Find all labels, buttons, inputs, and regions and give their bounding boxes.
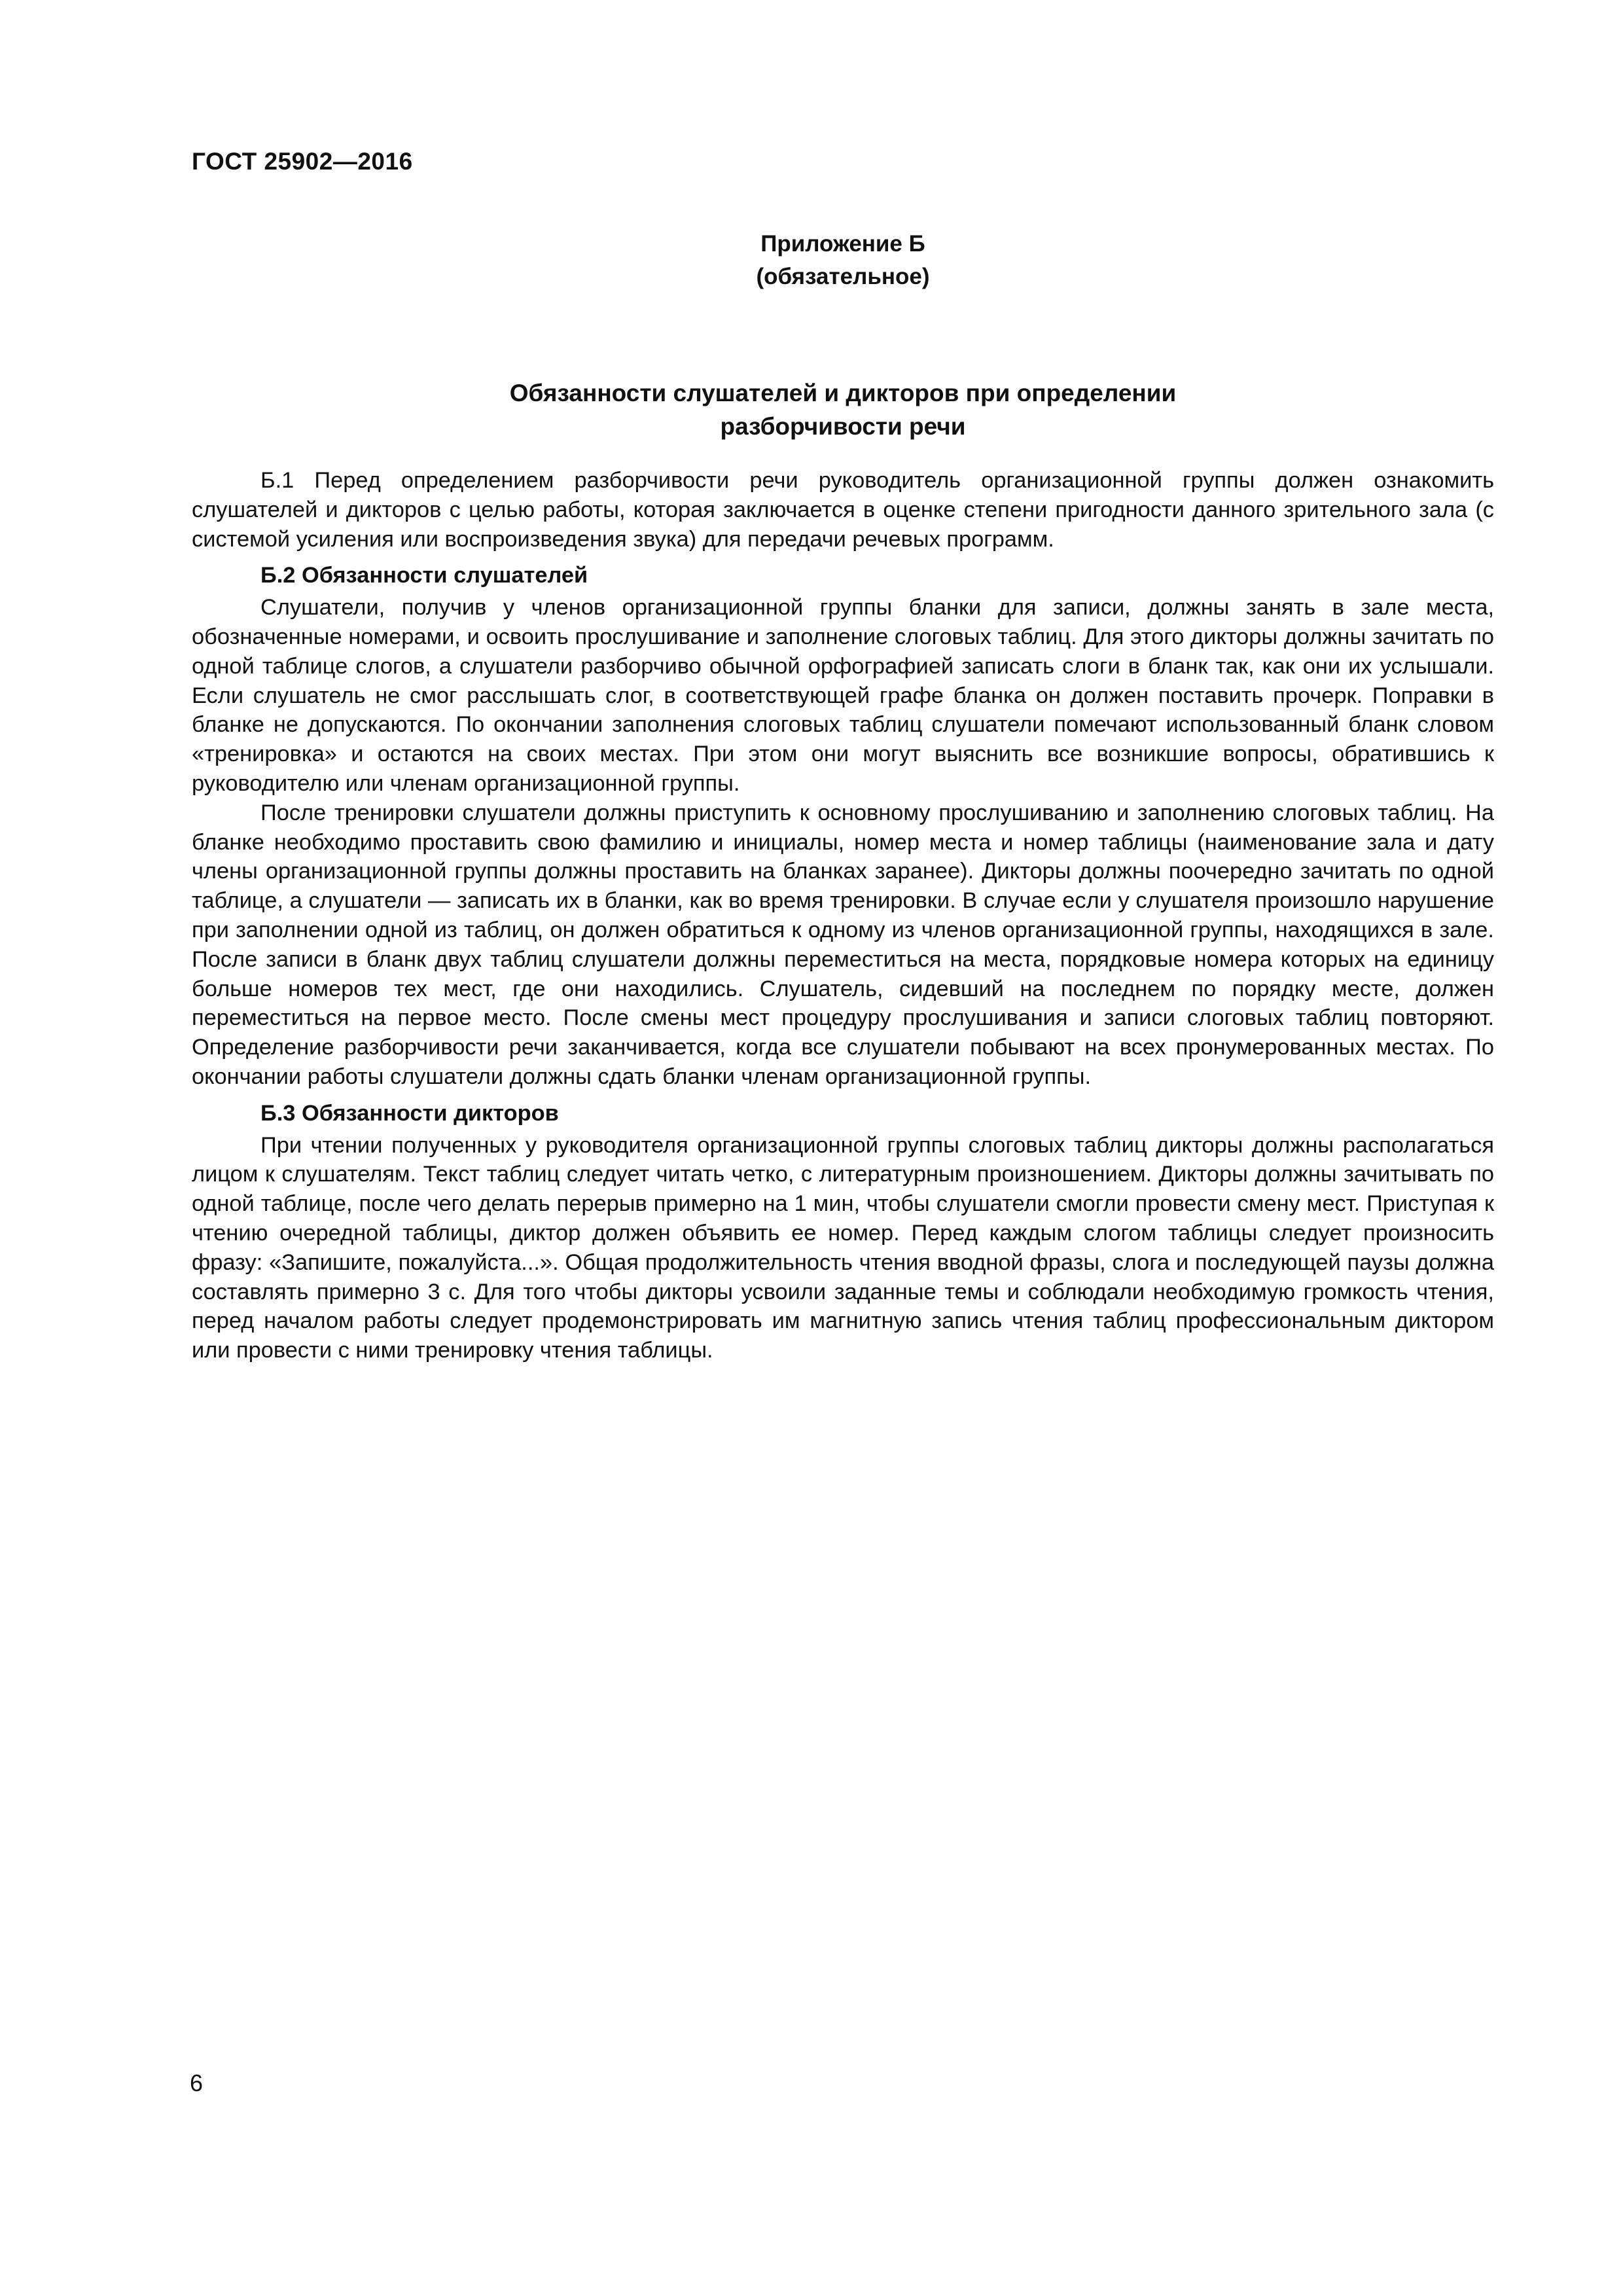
paragraph-b2-1: Слушатели, получив у членов организационной группы бланки для записи, должны занять в зале места, обозначенные номерами, и освоить прослушивание и заполнение слоговых таблиц. Для этого дикторы должны зачитать по одной таблице слогов, а слушатели разборчиво обычной орфографией записать слоги в бланк так, как они их услышали. Если слушатель не смог расслышать слог, в соответствующей графе бланка он должен поставить прочерк. Поправки в бланке не допускаются. По окончании заполнения слоговых таблиц слушатели помечают использованный бланк словом «тренировка» и остаются на своих местах. При этом они могут выяснить все возникшие вопросы, обратившись к руководителю или членам организационной группы. (192, 595, 1494, 796)
paragraph-b3-1: При чтении полученных у руководителя организационной группы слоговых таблиц дикторы должны располагаться лицом к слушателям. Текст таблиц следует читать четко, с литературным произношением. Дикторы должны зачитывать по одной таблице, после чего делать перерыв примерно на 1 мин, чтобы слушатели смогли провести смену мест. Приступая к чтению очередной таблицы, диктор должен объявить ее номер. Перед каждым слогом таблицы следует произносить фразу: «Запишите, пожалуйста...». Общая продолжительность чтения вводной фразы, слога и последующей паузы должна составлять примерно 3 с. Для того чтобы дикторы усвоили заданные темы и соблюдали необходимую громкость чтения, перед началом работы следует продемонстрировать им магнитную запись чтения таблиц профессиональным диктором или провести с ними тренировку чтения таблицы. (192, 1132, 1494, 1363)
annex-label-block (192, 228, 1494, 293)
annex-status: (обязательное) (756, 264, 930, 289)
document-header: ГОСТ 25902—2016 (192, 148, 413, 175)
annex-title-line-1: Обязанности слушателей и дикторов при определении (509, 380, 1177, 406)
document-body (192, 466, 1494, 1365)
paragraph-b2-2: После тренировки слушатели должны приступить к основному прослушиванию и заполнению слоговых таблиц. На бланке необходимо проставить свою фамилию и инициалы, номер места и номер таблицы (наименование зала и дату члены организационной группы должны проставить на бланках заранее). Дикторы должны поочередно зачитать по одной таблице, а слушатели — записать их в бланки, как во время тренировки. В случае если у слушателя произошло нарушение при заполнении одной из таблиц, он должен обратиться к одному из членов организационной группы, находящихся в зале. После записи в бланк двух таблиц слушатели должны переместиться на места, порядковые номера которых на единицу больше номеров тех мест, где они находились. Слушатель, сидевший на последнем по порядку месте, должен переместиться на первое место. После смены мест процедуру прослушивания и записи слоговых таблиц повторяют. Определение разборчивости речи заканчивается, когда все слушатели побывают на всех пронумерованных местах. По окончании работы слушатели должны сдать бланки членам организационной группы. (192, 800, 1494, 1089)
section-heading-b3: Б.3 Обязанности дикторов (260, 1100, 559, 1126)
annex-label: Приложение Б (760, 231, 925, 257)
annex-title-line-2: разборчивости речи (720, 413, 966, 440)
section-heading-b2: Б.2 Обязанности слушателей (260, 563, 588, 588)
annex-title (192, 376, 1494, 443)
paragraph-b1: Б.1 Перед определением разборчивости речи руководитель организационной группы должен ознакомить слушателей и дикторов с целью работы, которая заключается в оценке степени пригодности данного зрительного зала (с системой усиления или воспроизведения звука) для передачи речевых программ. (192, 468, 1494, 552)
page-number: 6 (190, 2070, 204, 2096)
